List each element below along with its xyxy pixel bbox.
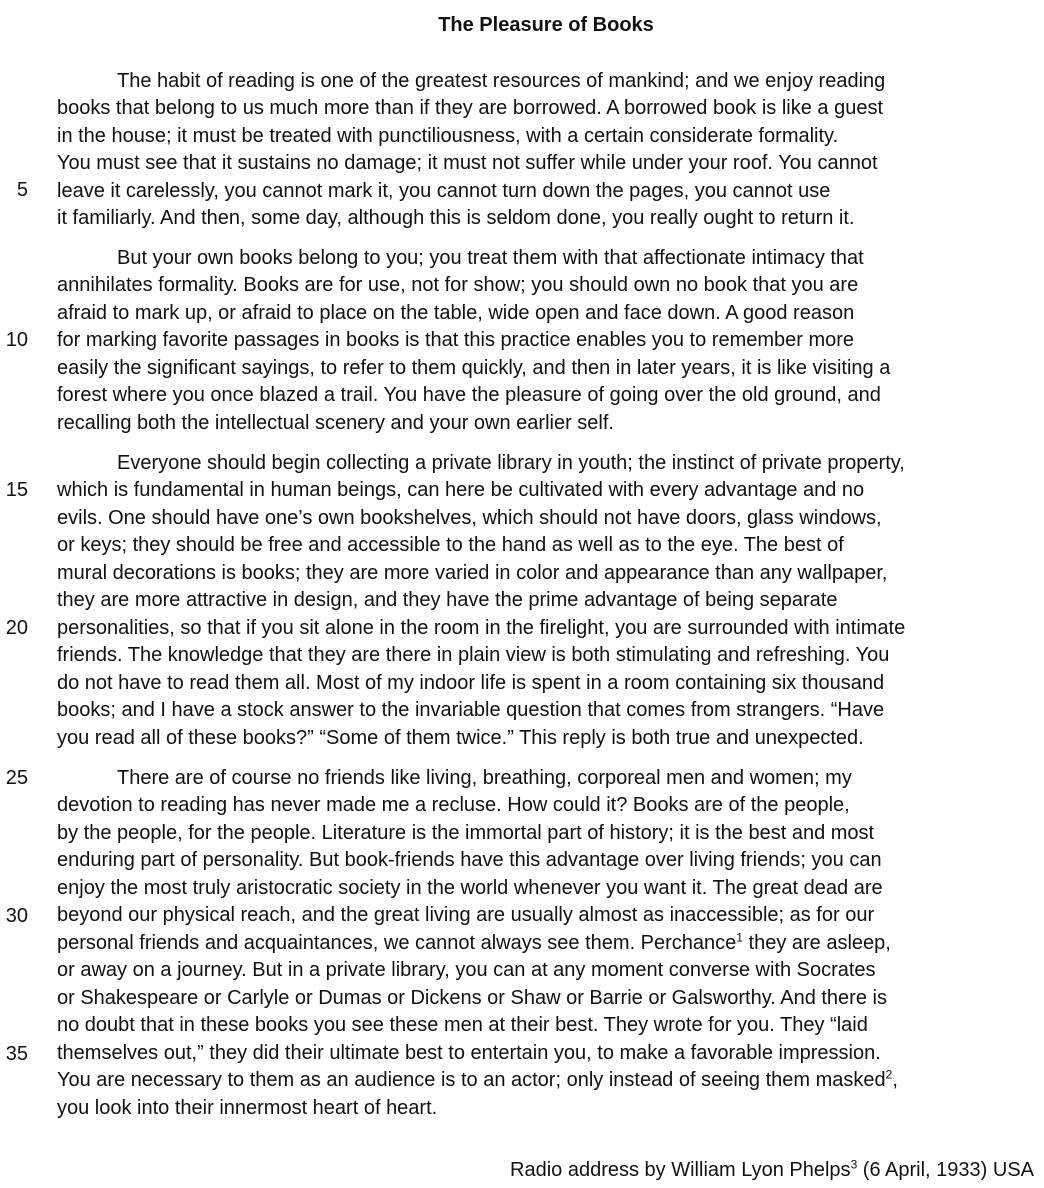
text-line: or keys; they should be free and accessible to the hand as well as to the eye. The best of xyxy=(57,534,844,556)
line-number-20: 20 xyxy=(5,617,28,639)
text-line: Everyone should begin collecting a private library in youth; the instinct of private property, xyxy=(117,452,905,474)
text-line: it familiarly. And then, some day, although this is seldom done, you really ought to return it. xyxy=(57,207,855,229)
text-line: friends. The knowledge that they are there in plain view is both stimulating and refreshing. You xyxy=(57,644,890,666)
text-line: for marking favorite passages in books is that this practice enables you to remember more xyxy=(57,329,855,351)
text-line: or Shakespeare or Carlyle or Dumas or Dickens or Shaw or Barrie or Galsworthy. And there is xyxy=(57,987,887,1009)
text-line: easily the significant sayings, to refer to them quickly, and then in later years, it is like visiting a xyxy=(57,357,891,379)
line-number-25: 25 xyxy=(5,767,28,789)
attribution-text: Radio address by William Lyon Phelps xyxy=(510,1159,851,1181)
line-number-35: 35 xyxy=(5,1043,28,1065)
line-number-15: 15 xyxy=(5,479,28,501)
line-number-5: 5 xyxy=(16,179,28,201)
text-line: books that belong to us much more than if they are borrowed. A borrowed book is like a guest xyxy=(57,97,884,119)
text-line: themselves out,” they did their ultimate best to entertain you, to make a favorable impression. xyxy=(57,1042,881,1064)
line-number-30: 30 xyxy=(5,905,28,927)
attribution-date: (6 April, 1933) USA xyxy=(857,1159,1034,1181)
text-line: evils. One should have one’s own bookshelves, which should not have doors, glass windows, xyxy=(57,507,882,529)
text-line: There are of course no friends like living, breathing, corporeal men and women; my xyxy=(117,767,852,789)
text-line: enjoy the most truly aristocratic society in the world whenever you want it. The great dead are xyxy=(57,877,883,899)
text-line: recalling both the intellectual scenery and your own earlier self. xyxy=(57,412,614,434)
text-line: no doubt that in these books you see these men at their best. They wrote for you. They “laid xyxy=(57,1014,868,1036)
text-line: in the house; it must be treated with punctiliousness, with a certain considerate formality. xyxy=(57,125,839,147)
text-line: by the people, for the people. Literature is the immortal part of history; it is the best and most xyxy=(57,822,875,844)
page-title: The Pleasure of Books xyxy=(438,14,654,36)
text-line: personalities, so that if you sit alone in the room in the firelight, you are surrounded with intimate xyxy=(57,617,906,639)
line-number-10: 10 xyxy=(5,329,28,351)
text-line: forest where you once blazed a trail. You have the pleasure of going over the old ground, and xyxy=(57,384,881,406)
footnote-mark-2: 2 xyxy=(885,1067,893,1082)
text-line: or away on a journey. But in a private library, you can at any moment converse with Socrates xyxy=(57,959,876,981)
text-line-with-footnote-1 xyxy=(57,930,891,958)
text-segment: they are asleep, xyxy=(742,932,891,954)
text-line: which is fundamental in human beings, can here be cultivated with every advantage and no xyxy=(57,479,865,501)
footnote-mark-3: 3 xyxy=(850,1157,858,1172)
source-attribution xyxy=(510,1156,1034,1184)
text-segment: personal friends and acquaintances, we cannot always see them. Perchance xyxy=(57,932,737,954)
text-line: enduring part of personality. But book-friends have this advantage over living friends; you can xyxy=(57,849,882,871)
text-line: beyond our physical reach, and the great living are usually almost as inaccessible; as for our xyxy=(57,904,875,926)
text-line: you read all of these books?” “Some of them twice.” This reply is both true and unexpected. xyxy=(57,727,864,749)
text-line: annihilates formality. Books are for use, not for show; you should own no book that you are xyxy=(57,274,859,296)
text-line: devotion to reading has never made me a recluse. How could it? Books are of the people, xyxy=(57,794,850,816)
text-segment: You are necessary to them as an audience is to an actor; only instead of seeing them masked xyxy=(57,1069,886,1091)
text-line-with-footnote-2 xyxy=(57,1067,898,1095)
footnote-mark-1: 1 xyxy=(736,930,743,945)
text-line: they are more attractive in design, and they have the prime advantage of being separate xyxy=(57,589,838,611)
text-line: You must see that it sustains no damage; it must not suffer while under your roof. You cannot xyxy=(57,152,878,174)
text-line: mural decorations is books; they are more varied in color and appearance than any wallpaper, xyxy=(57,562,888,584)
text-line: afraid to mark up, or afraid to place on the table, wide open and face down. A good reason xyxy=(57,302,855,324)
text-line: do not have to read them all. Most of my indoor life is spent in a room containing six thousand xyxy=(57,672,885,694)
text-segment: , xyxy=(892,1069,898,1091)
text-line: leave it carelessly, you cannot mark it, you cannot turn down the pages, you cannot use xyxy=(57,180,831,202)
text-line: you look into their innermost heart of heart. xyxy=(57,1097,438,1119)
text-line: But your own books belong to you; you treat them with that affectionate intimacy that xyxy=(117,247,864,269)
text-line: books; and I have a stock answer to the invariable question that comes from strangers. “Have xyxy=(57,699,885,721)
text-line: The habit of reading is one of the greatest resources of mankind; and we enjoy reading xyxy=(117,70,886,92)
